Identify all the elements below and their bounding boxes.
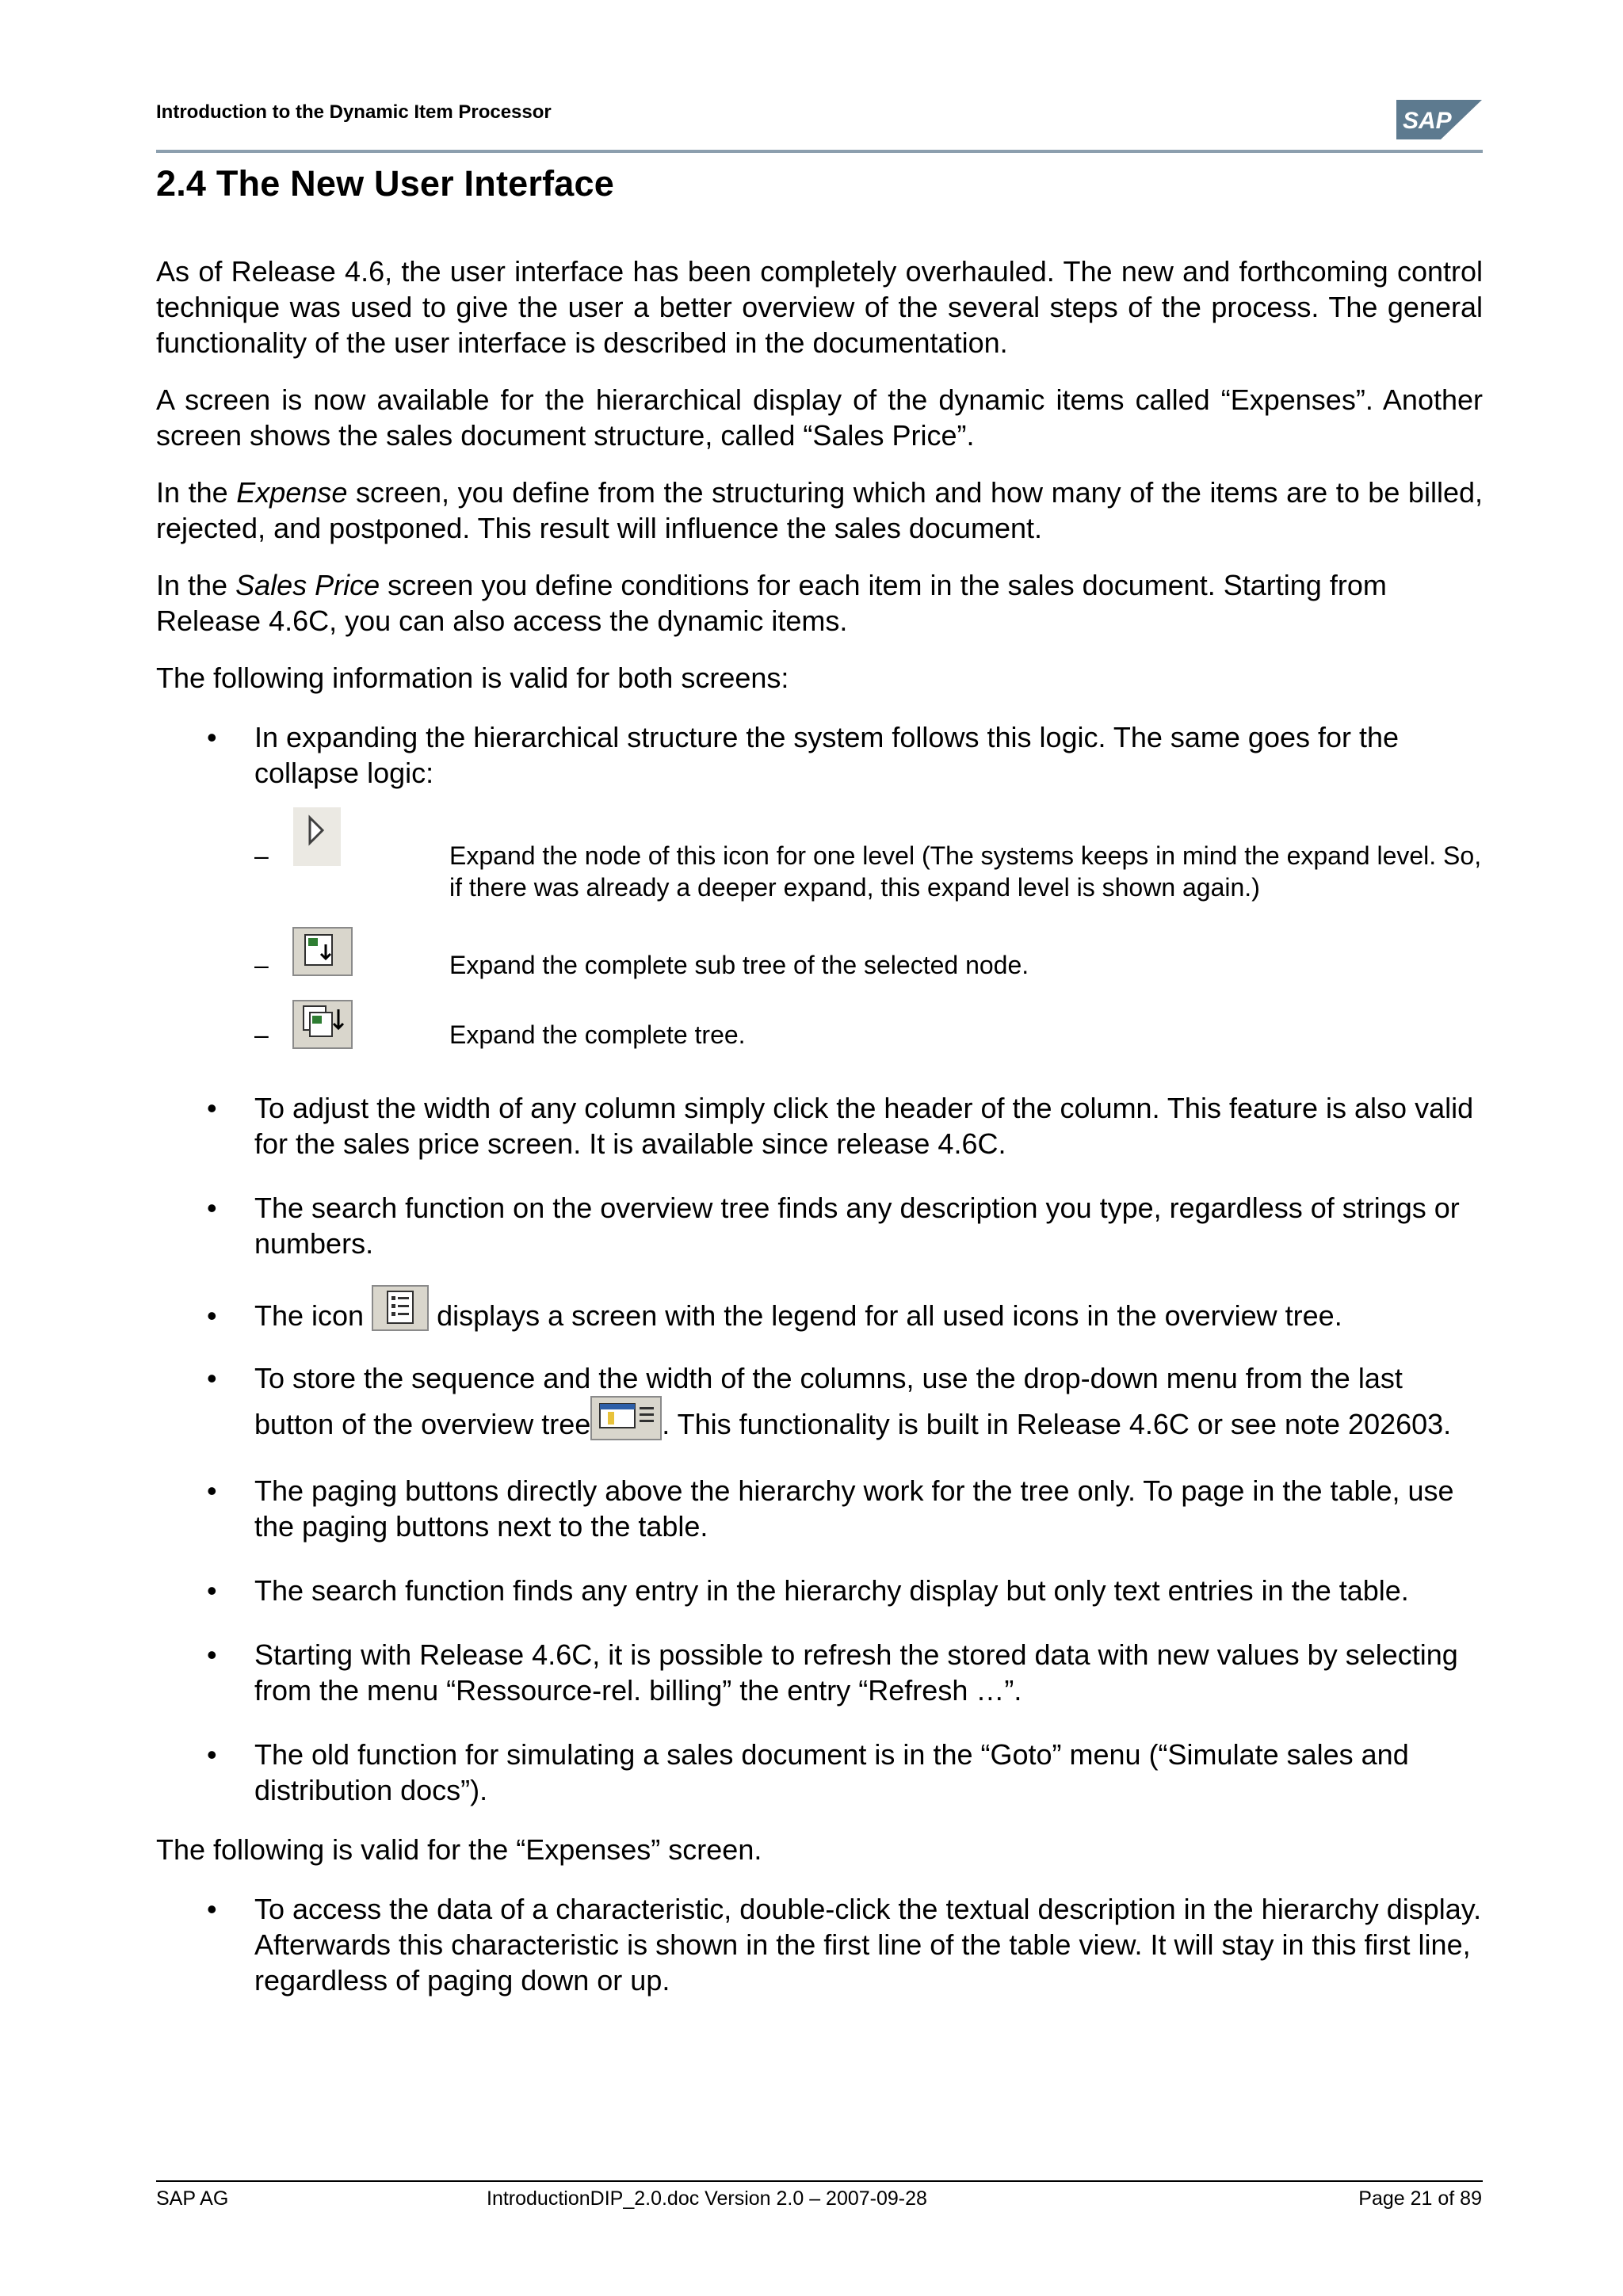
sales-price-term: Sales Price	[235, 569, 380, 601]
bullet-simulate: • The old function for simulating a sales document is in the “Goto” menu (“Simulate sales and distribution docs”).	[207, 1738, 1409, 1806]
footer-divider	[156, 2180, 1483, 2182]
dash-marker: –	[254, 1020, 269, 1049]
body-content	[156, 254, 1483, 2027]
dash-marker: –	[254, 951, 269, 979]
footer-page-number: Page 21 of 89	[1358, 2187, 1482, 2210]
paragraph-sales-price: In the Sales Price screen you define conditions for each item in the sales document. Starting from Release 4.6C, you can also access the dynamic items.	[156, 569, 1387, 637]
header-divider	[156, 150, 1483, 153]
bullet-legend-icon: • The icon displays a screen with the legend for all used icons in the overview tree.	[156, 1298, 1483, 1333]
paragraph-overhaul: As of Release 4.6, the user interface has been completely overhauled. The new and forthcoming control technique was used to give the user a better overview of the several steps of the process. The general functionality of the user interface is described in the documentation.	[156, 255, 1483, 359]
sub-item-expand-tree: – Expand the complete tree.	[156, 1011, 1483, 1060]
bullet-expand-logic: • In expanding the hierarchical structure the system follows this logic. The same goes for the collapse logic:	[207, 721, 1400, 789]
bullet-marker: •	[207, 721, 217, 753]
legend-icon[interactable]	[372, 1285, 429, 1331]
section-heading: 2.4 The New User Interface	[156, 163, 614, 204]
bullet-store-columns: • To store the sequence and the width of the columns, use the drop-down menu from the last button of the overview tree . This functionality is built in Release 4.6C or see note 202603.	[207, 1362, 1452, 1440]
paragraph-both-screens: The following information is valid for both screens:	[156, 662, 789, 694]
expense-term: Expense	[236, 476, 348, 509]
expand-node-icon[interactable]	[292, 807, 342, 867]
sub-item-expand-node: – Expand the node of this icon for one level (The systems keeps in mind the expand level. So, if there was already a deeper expand, this expand level is shown again.)	[156, 807, 1483, 910]
bullet-column-width: • To adjust the width of any column simply click the header of the column. This feature is also valid for the sales price screen. It is available since release 4.6C.	[207, 1092, 1474, 1160]
sap-logo	[1396, 98, 1482, 141]
paragraph-expenses-screen: The following is valid for the “Expenses” screen.	[156, 1833, 762, 1866]
paragraph-expense: In the Expense screen, you define from the structuring which and how many of the items are to be billed, rejected, and postponed. This result will influence the sales document.	[156, 476, 1483, 544]
running-header: Introduction to the Dynamic Item Processor	[156, 101, 552, 123]
footer-company: SAP AG	[156, 2187, 229, 2210]
expand-tree-icon[interactable]	[292, 1000, 353, 1049]
sap-logo-text: SAP	[1403, 108, 1452, 134]
dash-marker: –	[254, 841, 269, 870]
bullet-paging: • The paging buttons directly above the hierarchy work for the tree only. To page in the table, use the paging buttons next to the table.	[207, 1474, 1454, 1543]
footer-document: IntroductionDIP_2.0.doc Version 2.0 – 2007-09-28	[487, 2187, 927, 2210]
bullet-search-hierarchy: • The search function finds any entry in the hierarchy display but only text entries in the table.	[207, 1574, 1409, 1607]
bullet-refresh: • Starting with Release 4.6C, it is possible to refresh the stored data with new values by selecting from the menu “Ressource-rel. billing” the entry “Refresh …”.	[207, 1638, 1458, 1707]
layout-menu-icon[interactable]	[590, 1396, 662, 1440]
paragraph-screens: A screen is now available for the hierarchical display of the dynamic items called “Expenses”. Another screen shows the sales document structure, called “Sales Price”.	[156, 383, 1483, 452]
bullet-characteristic: • To access the data of a characteristic, double-click the textual description in the hierarchy display. Afterwards this characteristic is shown in the first line of the table view. It will stay in this first line, regardless of paging down or up.	[207, 1893, 1482, 1997]
sub-item-expand-subtree: – Expand the complete sub tree of the selected node.	[156, 938, 1483, 992]
expand-subtree-icon[interactable]	[292, 927, 353, 976]
bullet-search-tree: • The search function on the overview tree finds any description you type, regardless of strings or numbers.	[207, 1192, 1460, 1260]
